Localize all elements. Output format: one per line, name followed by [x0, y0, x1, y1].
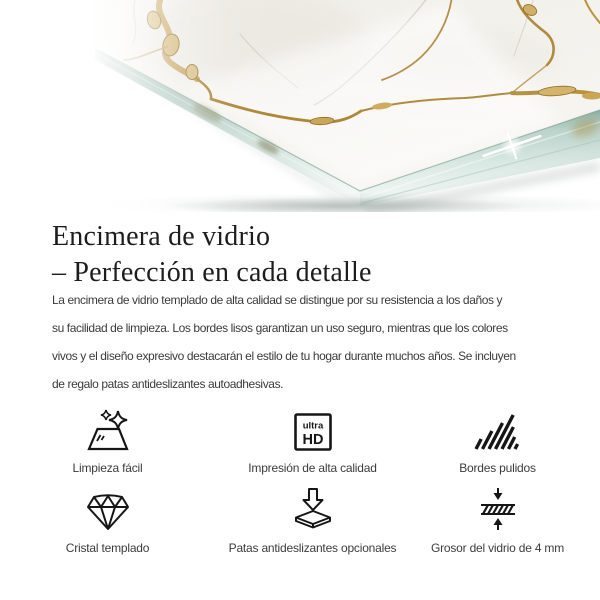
anti-slip-feet-icon — [291, 487, 335, 532]
feature-label: Cristal templado — [65, 541, 150, 555]
page-title — [52, 219, 372, 291]
heading-line-1: Encimera de vidrio — [52, 221, 271, 252]
hero-product-photo — [0, 0, 600, 212]
ultra-hd-print-icon — [293, 407, 333, 452]
feature-label: Impresión de alta calidad — [248, 461, 377, 475]
feature-grosor-vidrio — [410, 487, 585, 555]
left-white-fade — [0, 0, 600, 212]
product-description — [52, 286, 572, 398]
feature-impresion-alta-calidad — [215, 407, 410, 475]
glass-thickness-4mm-icon — [476, 487, 520, 532]
svg-text:ultra: ultra — [302, 420, 323, 432]
features-grid — [0, 407, 585, 555]
feature-patas-antideslizantes — [215, 487, 410, 555]
polished-edges-icon — [474, 407, 522, 452]
feature-label: Grosor del vidrio de 4 mm — [430, 541, 565, 555]
feature-label: Limpieza fácil — [72, 461, 143, 475]
description-line: La encimera de vidrio templado de alta calidad se distingue por su resistencia a los daños y — [52, 293, 503, 307]
feature-cristal-templado — [0, 487, 215, 555]
feature-label: Bordes pulidos — [459, 461, 536, 475]
description-line: vivos y el diseño expresivo destacarán el estilo de tu hogar durante muchos años. Se incluyen — [52, 349, 516, 363]
clean-surface-sparkle-icon — [84, 407, 132, 452]
feature-bordes-pulidos — [410, 407, 585, 475]
feature-label: Patas antideslizantes opcionales — [228, 541, 397, 555]
svg-text:HD: HD — [302, 432, 323, 448]
heading-line-2: – Perfección en cada detalle — [52, 257, 372, 288]
feature-limpieza-facil — [0, 407, 215, 475]
description-line: su facilidad de limpieza. Los bordes lisos garantizan un uso seguro, mientras que los colores — [52, 321, 508, 335]
description-line: de regalo patas antideslizantes autoadhesivas. — [52, 377, 284, 391]
tempered-glass-diamond-icon — [85, 487, 131, 532]
